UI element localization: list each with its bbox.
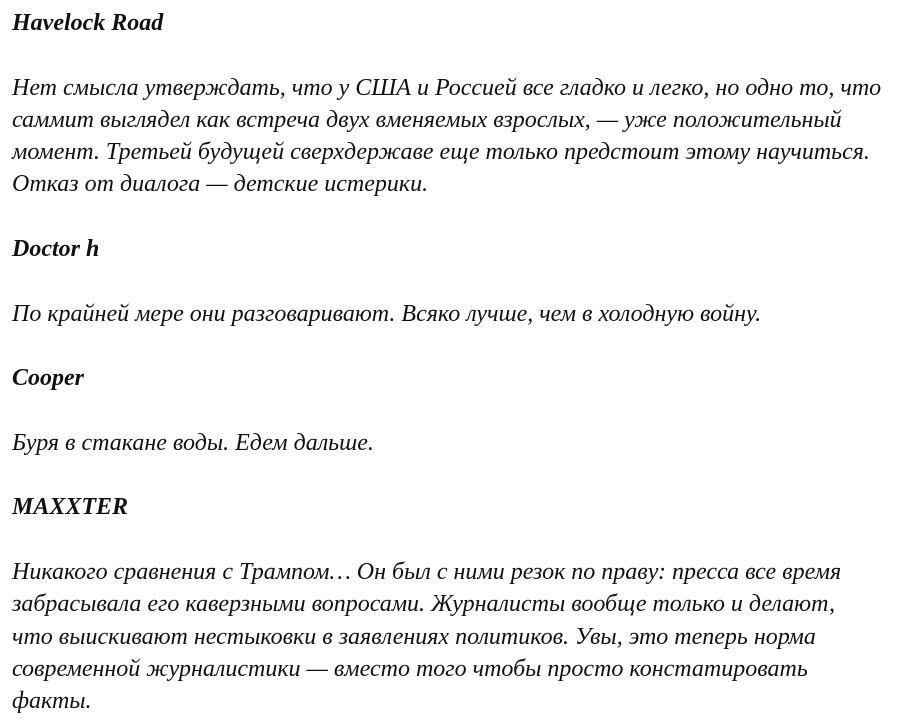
comment (12, 7, 902, 201)
comment-text-line: саммит выглядел как встреча двух вменяемых взрослых, — уже положительный (12, 106, 842, 133)
comment-text-line: современной журналистики — вместо того чтобы просто констатировать (12, 655, 808, 682)
comment-text-line: Отказ от диалога — детские истерики. (12, 171, 429, 198)
spacer (12, 395, 902, 427)
spacer (12, 524, 902, 556)
comment-text-line: забрасывала его каверзными вопросами. Журналисты вообще только и делают, (12, 591, 836, 618)
comment-author: Doctor h (12, 236, 100, 263)
spacer (12, 459, 902, 491)
comment (12, 233, 902, 330)
comment-text-line: Нет смысла утверждать, что у США и Россией все гладко и легко, но одно то, что (12, 74, 882, 101)
spacer (12, 265, 902, 297)
spacer (12, 39, 902, 71)
comment-author: Cooper (12, 365, 84, 392)
comment-text-line: что выискивают нестыковки в заявлениях политиков. Увы, это теперь норма (12, 623, 816, 650)
comment-text-line: Буря в стакане воды. Едем дальше. (12, 429, 374, 456)
comment-text-line: По крайней мере они разговаривают. Всяко лучше, чем в холодную войну. (12, 300, 762, 327)
comment (12, 362, 902, 459)
comment-text-line: момент. Третьей будущей сверхдержаве еще только предстоит этому научиться. (12, 139, 870, 166)
spacer (12, 330, 902, 362)
comment-text-line: Никакого сравнения с Трампом… Он был с ними резок по праву: пресса все время (12, 559, 842, 586)
spacer (12, 201, 902, 233)
comment (12, 491, 902, 717)
comment-author: Havelock Road (12, 10, 164, 36)
comment-list (12, 7, 902, 718)
comment-text-line: факты. (12, 688, 92, 715)
comment-author: MAXXTER (12, 494, 129, 521)
